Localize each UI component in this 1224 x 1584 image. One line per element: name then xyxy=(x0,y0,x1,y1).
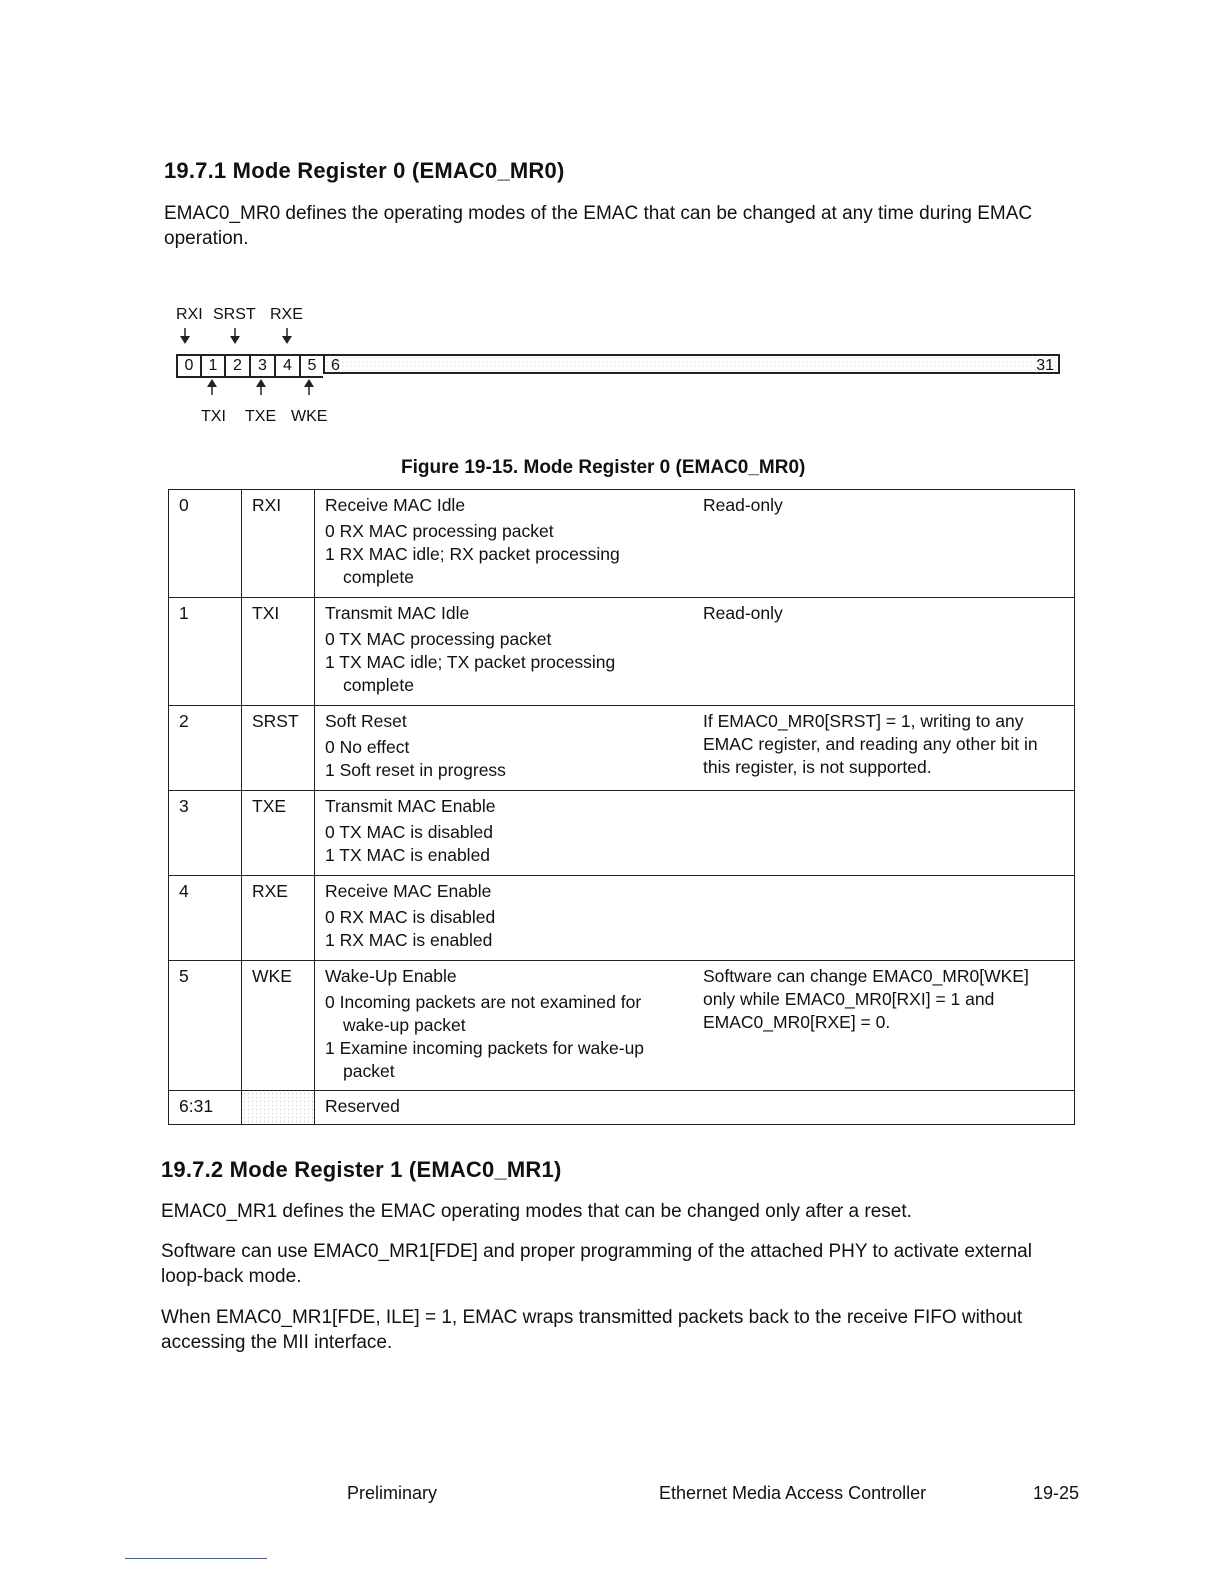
field-description xyxy=(315,490,694,598)
bit-label-rxi: RXI xyxy=(176,306,203,323)
arrow-up-icon xyxy=(303,379,315,395)
field-option: 0 No effect xyxy=(325,737,410,757)
bit-range-end: 31 xyxy=(1036,357,1054,374)
bit-number: 4 xyxy=(169,876,242,961)
table-row xyxy=(169,490,1075,598)
field-note xyxy=(693,876,1075,961)
field-option: 1 TX MAC idle; TX packet processing complete xyxy=(325,652,616,695)
bit-number: 5 xyxy=(169,961,242,1091)
footer-status: Preliminary xyxy=(347,1483,438,1503)
field-note: Read-only xyxy=(693,598,1075,706)
field-option: 0 RX MAC is disabled xyxy=(325,907,496,927)
field-option: 0 TX MAC processing packet xyxy=(325,629,552,649)
arrow-up-icon xyxy=(206,379,218,395)
bit-cell: 4 xyxy=(274,354,299,378)
section-intro-mr0: EMAC0_MR0 defines the operating modes of the EMAC that can be changed at any time during EMAC operation. xyxy=(164,203,1033,249)
field-option: 1 TX MAC is enabled xyxy=(325,845,491,865)
field-title: Reserved xyxy=(325,1096,400,1116)
field-note xyxy=(693,1091,1075,1125)
section-heading-mr0: 19.7.1 Mode Register 0 (EMAC0_MR0) xyxy=(164,158,565,183)
field-name: TXI xyxy=(242,598,315,706)
field-option: 0 TX MAC is disabled xyxy=(325,822,493,842)
field-description xyxy=(315,1091,694,1125)
field-name-reserved xyxy=(242,1091,315,1125)
bit-cell: 1 xyxy=(200,354,224,378)
field-note: Software can change EMAC0_MR0[WKE] only while EMAC0_MR0[RXI] = 1 and EMAC0_MR0[RXE] = 0. xyxy=(693,961,1075,1091)
field-option: 1 RX MAC is enabled xyxy=(325,930,493,950)
table-row xyxy=(169,791,1075,876)
bit-range-reserved xyxy=(323,354,1060,374)
field-name: WKE xyxy=(242,961,315,1091)
figure-caption: Figure 19-15. Mode Register 0 (EMAC0_MR0) xyxy=(401,457,806,478)
bit-cell: 5 xyxy=(299,354,323,378)
field-description xyxy=(315,961,694,1091)
table-row xyxy=(169,1091,1075,1125)
field-option: 1 Soft reset in progress xyxy=(325,760,506,780)
bit-label-txi: TXI xyxy=(201,408,226,425)
bit-number: 3 xyxy=(169,791,242,876)
divider xyxy=(125,1558,267,1559)
footer-chapter-title: Ethernet Media Access Controller xyxy=(659,1483,927,1503)
footer-page-number: 19-25 xyxy=(1033,1483,1080,1503)
field-option: 0 Incoming packets are not examined for wake-up packet xyxy=(325,992,642,1035)
field-title: Receive MAC Enable xyxy=(325,881,492,901)
bit-number: 6:31 xyxy=(169,1091,242,1125)
arrow-down-icon xyxy=(179,328,191,344)
field-name: SRST xyxy=(242,706,315,791)
bit-cell: 2 xyxy=(224,354,249,378)
bit-cell: 0 xyxy=(176,354,200,378)
field-option: 1 Examine incoming packets for wake-up packet xyxy=(325,1038,645,1081)
bit-label-txe: TXE xyxy=(245,408,277,425)
paragraph: When EMAC0_MR1[FDE, ILE] = 1, EMAC wraps transmitted packets back to the receive FIFO without accessing the MII interface. xyxy=(161,1307,1023,1353)
table-row xyxy=(169,706,1075,791)
field-description xyxy=(315,598,694,706)
field-title: Receive MAC Idle xyxy=(325,495,466,515)
field-title: Transmit MAC Idle xyxy=(325,603,470,623)
table-row xyxy=(169,598,1075,706)
bit-label-rxe: RXE xyxy=(270,306,303,323)
field-name: RXI xyxy=(242,490,315,598)
bit-cell: 3 xyxy=(249,354,274,378)
field-title: Transmit MAC Enable xyxy=(325,796,496,816)
table-row xyxy=(169,961,1075,1091)
field-description xyxy=(315,791,694,876)
field-option: 0 RX MAC processing packet xyxy=(325,521,554,541)
bit-number: 1 xyxy=(169,598,242,706)
register-field-table xyxy=(168,489,1075,1125)
arrow-down-icon xyxy=(229,328,241,344)
paragraph: EMAC0_MR1 defines the EMAC operating modes that can be changed only after a reset. xyxy=(161,1201,912,1222)
field-title: Soft Reset xyxy=(325,711,407,731)
table-row xyxy=(169,876,1075,961)
register-bit-strip xyxy=(176,354,1060,378)
field-note: Read-only xyxy=(693,490,1075,598)
field-note xyxy=(693,791,1075,876)
field-name: RXE xyxy=(242,876,315,961)
bit-number: 2 xyxy=(169,706,242,791)
field-option: 1 RX MAC idle; RX packet processing complete xyxy=(325,544,620,587)
field-title: Wake-Up Enable xyxy=(325,966,457,986)
field-description xyxy=(315,876,694,961)
bit-number: 0 xyxy=(169,490,242,598)
field-name: TXE xyxy=(242,791,315,876)
bit-range-start: 6 xyxy=(331,357,340,374)
field-note: If EMAC0_MR0[SRST] = 1, writing to any EMAC register, and reading any other bit in this register, is not supported. xyxy=(693,706,1075,791)
bit-label-srst: SRST xyxy=(213,306,256,323)
section-heading-mr1: 19.7.2 Mode Register 1 (EMAC0_MR1) xyxy=(161,1157,562,1182)
field-description xyxy=(315,706,694,791)
bit-label-wke: WKE xyxy=(291,408,328,425)
paragraph: Software can use EMAC0_MR1[FDE] and proper programming of the attached PHY to activate external loop-back mode. xyxy=(161,1241,1032,1287)
arrow-up-icon xyxy=(255,379,267,395)
arrow-down-icon xyxy=(281,328,293,344)
